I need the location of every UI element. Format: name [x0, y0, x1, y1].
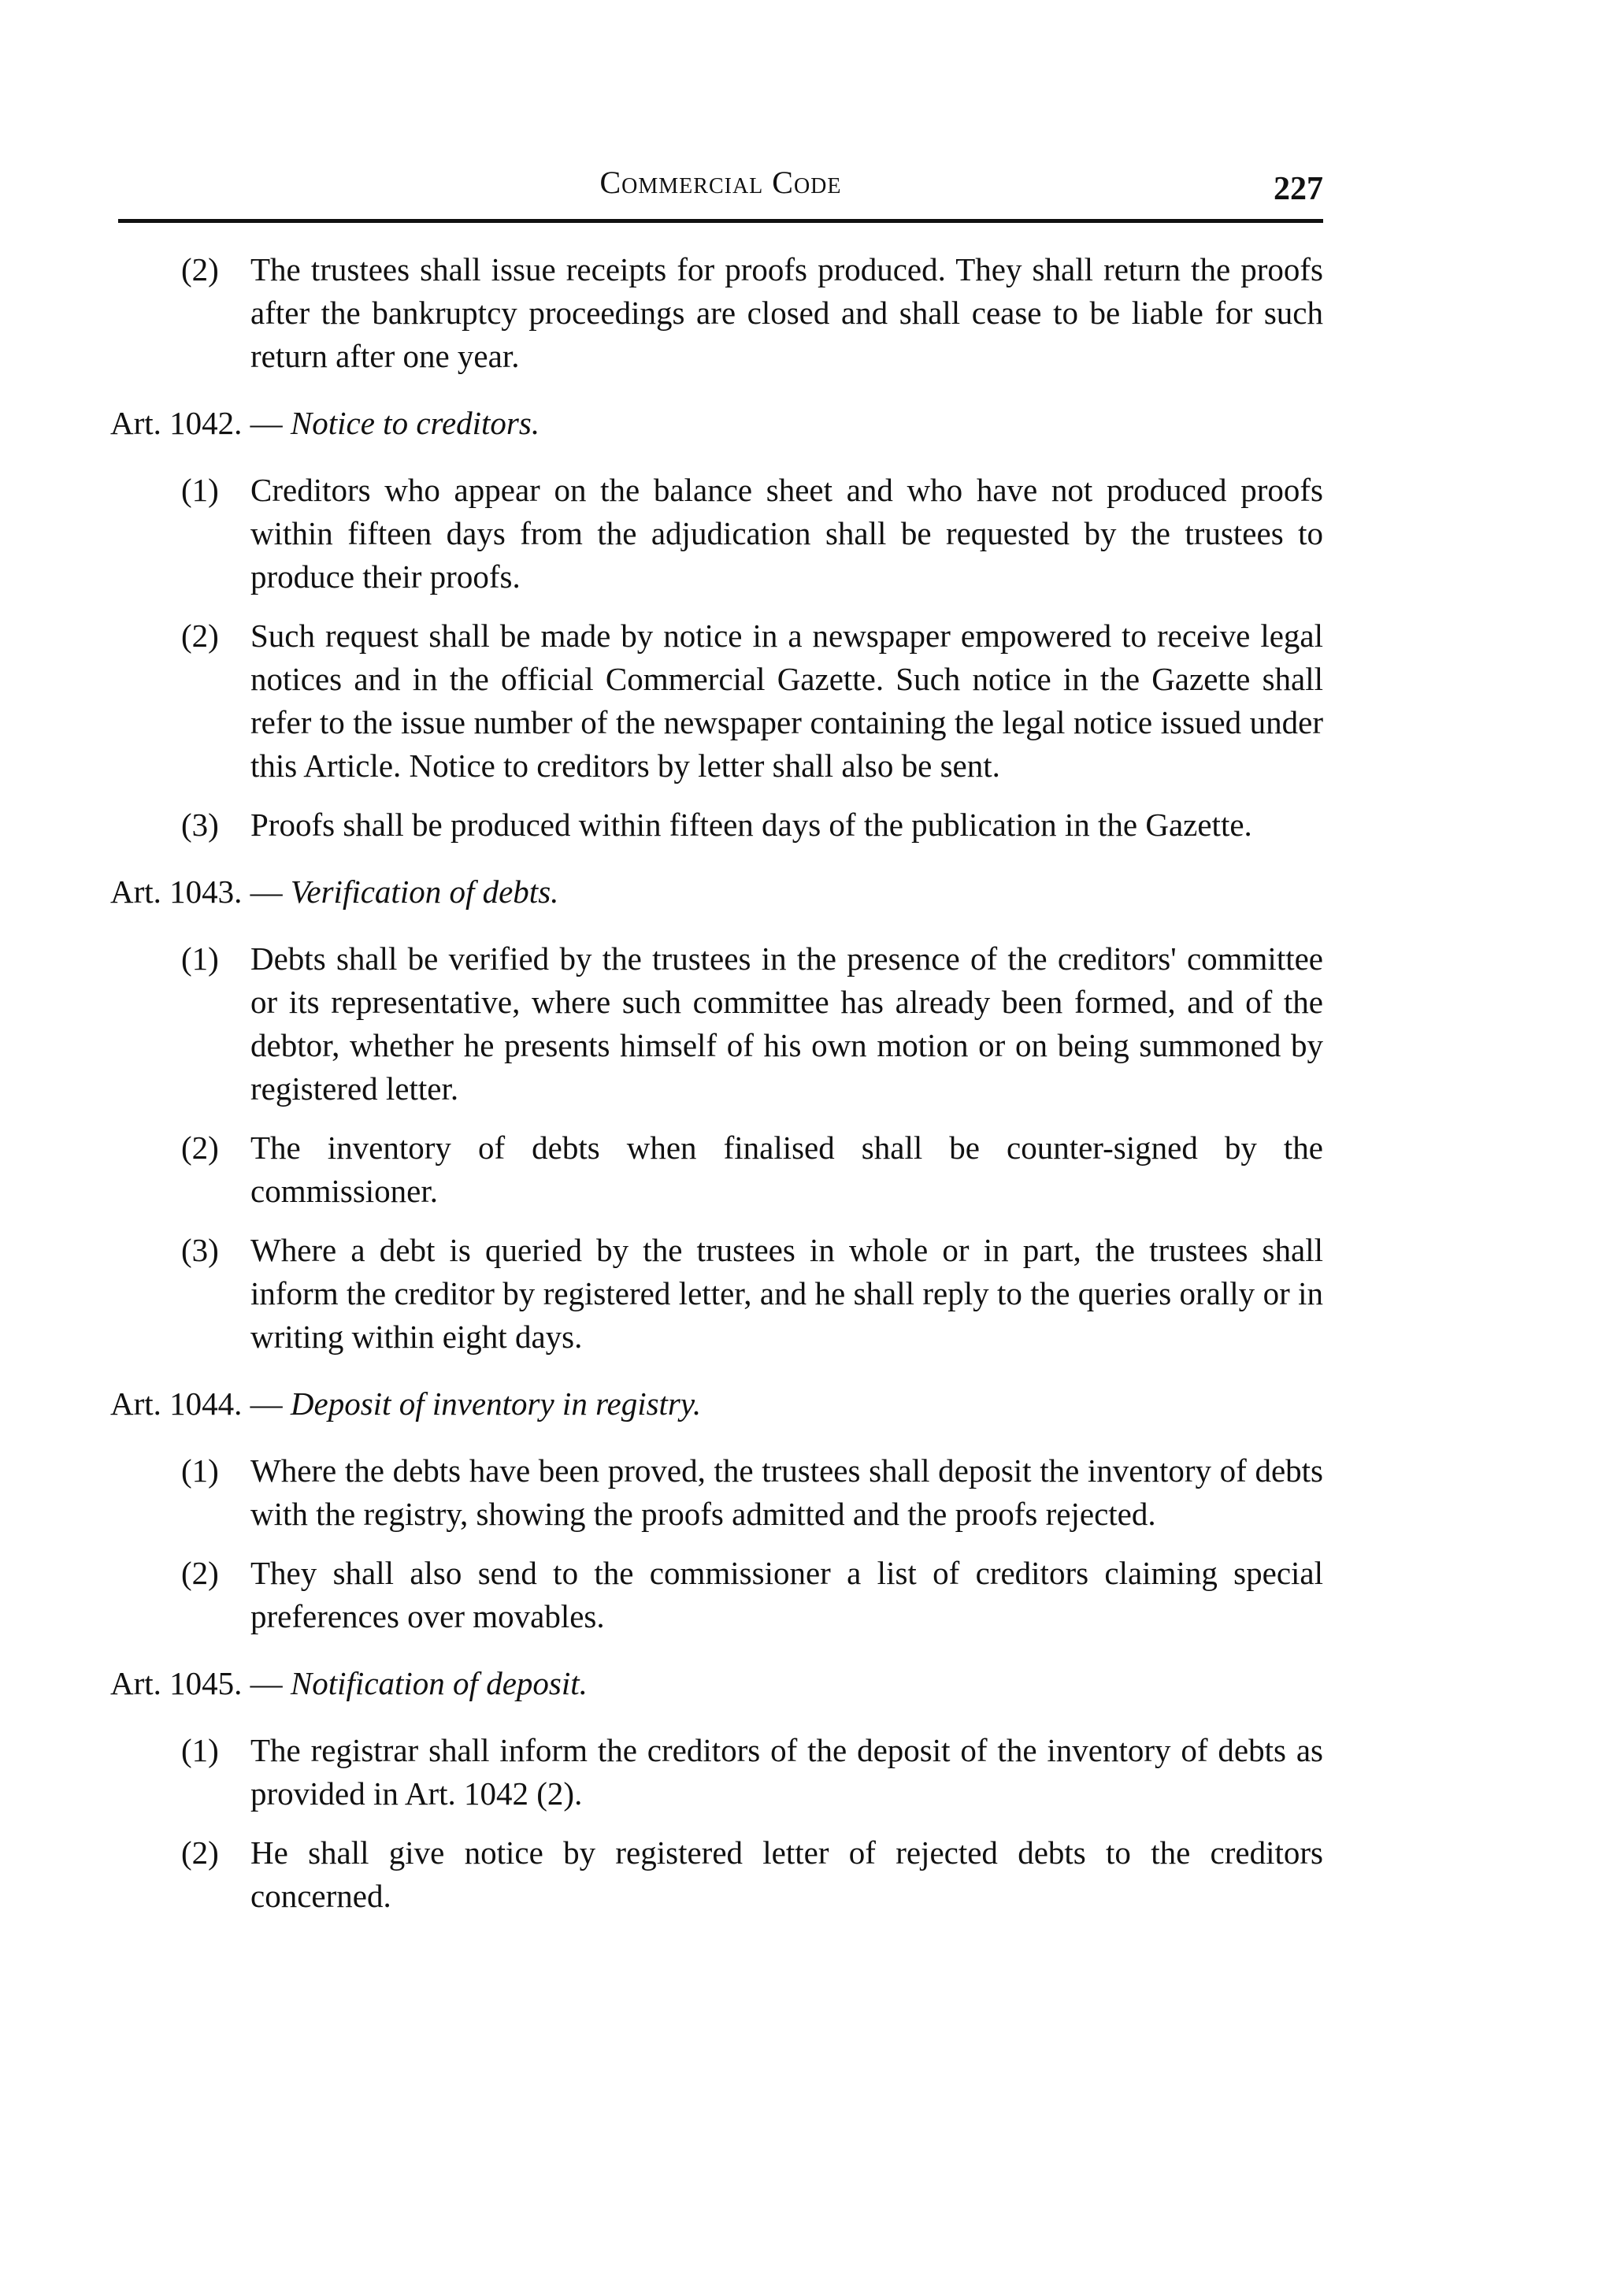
paragraph-number: (2)	[181, 1834, 219, 1871]
paragraph-number: (3)	[181, 807, 219, 843]
paragraph-number: (3)	[181, 1232, 219, 1268]
paragraph-text: Proofs shall be produced within fifteen days of the publication in the Gazette.	[250, 807, 1252, 843]
article-heading	[110, 402, 1323, 445]
paragraph-number: (1)	[181, 1452, 219, 1489]
running-head	[118, 158, 1323, 213]
paragraph	[181, 614, 1323, 788]
article-heading	[110, 1662, 1323, 1705]
article-dash: —	[250, 405, 283, 441]
article-heading	[110, 1382, 1323, 1426]
paragraph-number: (1)	[181, 1732, 219, 1768]
article-number: Art. 1043.	[110, 874, 243, 910]
running-title: Commercial Code	[599, 165, 842, 200]
article-heading	[110, 870, 1323, 914]
paragraph	[181, 1831, 1323, 1918]
paragraph	[181, 1729, 1323, 1816]
article-title: Deposit of inventory in registry.	[290, 1385, 702, 1422]
paragraph-text: Where a debt is queried by the trustees in whole or in part, the trustees shall inform the creditor by registered letter, and he shall reply to the queries orally or in writing within eight days.	[250, 1232, 1323, 1355]
paragraph-text: Where the debts have been proved, the trustees shall deposit the inventory of debts with the registry, showing the proofs admitted and the proofs rejected.	[250, 1452, 1323, 1532]
body-text	[110, 248, 1323, 1934]
paragraph-number: (2)	[181, 618, 219, 654]
paragraph	[181, 248, 1323, 378]
paragraph-text: Creditors who appear on the balance sheet and who have not produced proofs within fifteen days from the adjudication shall be requested by the trustees to produce their proofs.	[250, 472, 1323, 595]
header-rule	[118, 219, 1323, 223]
paragraph-text: The trustees shall issue receipts for proofs produced. They shall return the proofs after the bankruptcy proceedings are closed and shall cease to be liable for such return after one year.	[250, 251, 1323, 374]
paragraph-number: (2)	[181, 251, 219, 287]
paragraph-text: They shall also send to the commissioner a list of creditors claiming special preferences over movables.	[250, 1555, 1323, 1634]
paragraph	[181, 1552, 1323, 1638]
article-number: Art. 1044.	[110, 1385, 243, 1422]
paragraph-number: (1)	[181, 472, 219, 508]
article-dash: —	[250, 1385, 283, 1422]
paragraph	[181, 1126, 1323, 1213]
paragraph	[181, 469, 1323, 599]
article-number: Art. 1042.	[110, 405, 243, 441]
paragraph-number: (2)	[181, 1555, 219, 1591]
article-title: Notification of deposit.	[290, 1665, 588, 1701]
page-number: 227	[1274, 171, 1323, 207]
paragraph-text: Such request shall be made by notice in a newspaper empowered to receive legal notices and in the official Commercial Gazette. Such notice in the Gazette shall refer to the issue number of the newspaper containing the legal notice issued under this Article. Notice to creditors by letter shall also be sent.	[250, 618, 1323, 784]
article-dash: —	[250, 874, 283, 910]
paragraph	[181, 1449, 1323, 1536]
paragraph-number: (2)	[181, 1129, 219, 1166]
article-dash: —	[250, 1665, 283, 1701]
article-number: Art. 1045.	[110, 1665, 243, 1701]
article-title: Notice to creditors.	[290, 405, 540, 441]
paragraph-text: The inventory of debts when finalised shall be counter-signed by the commissioner.	[250, 1129, 1323, 1209]
paragraph-text: He shall give notice by registered letter of rejected debts to the creditors concerned.	[250, 1834, 1323, 1914]
paragraph-number: (1)	[181, 940, 219, 977]
article-title: Verification of debts.	[290, 874, 559, 910]
paragraph	[181, 1229, 1323, 1359]
paragraph	[181, 937, 1323, 1111]
paragraph	[181, 803, 1323, 847]
paragraph-text: Debts shall be verified by the trustees in the presence of the creditors' committee or its representative, where such committee has already been formed, and of the debtor, whether he presents himself of his own motion or on being summoned by registered letter.	[250, 940, 1323, 1107]
paragraph-text: The registrar shall inform the creditors of the deposit of the inventory of debts as provided in Art. 1042 (2).	[250, 1732, 1323, 1812]
